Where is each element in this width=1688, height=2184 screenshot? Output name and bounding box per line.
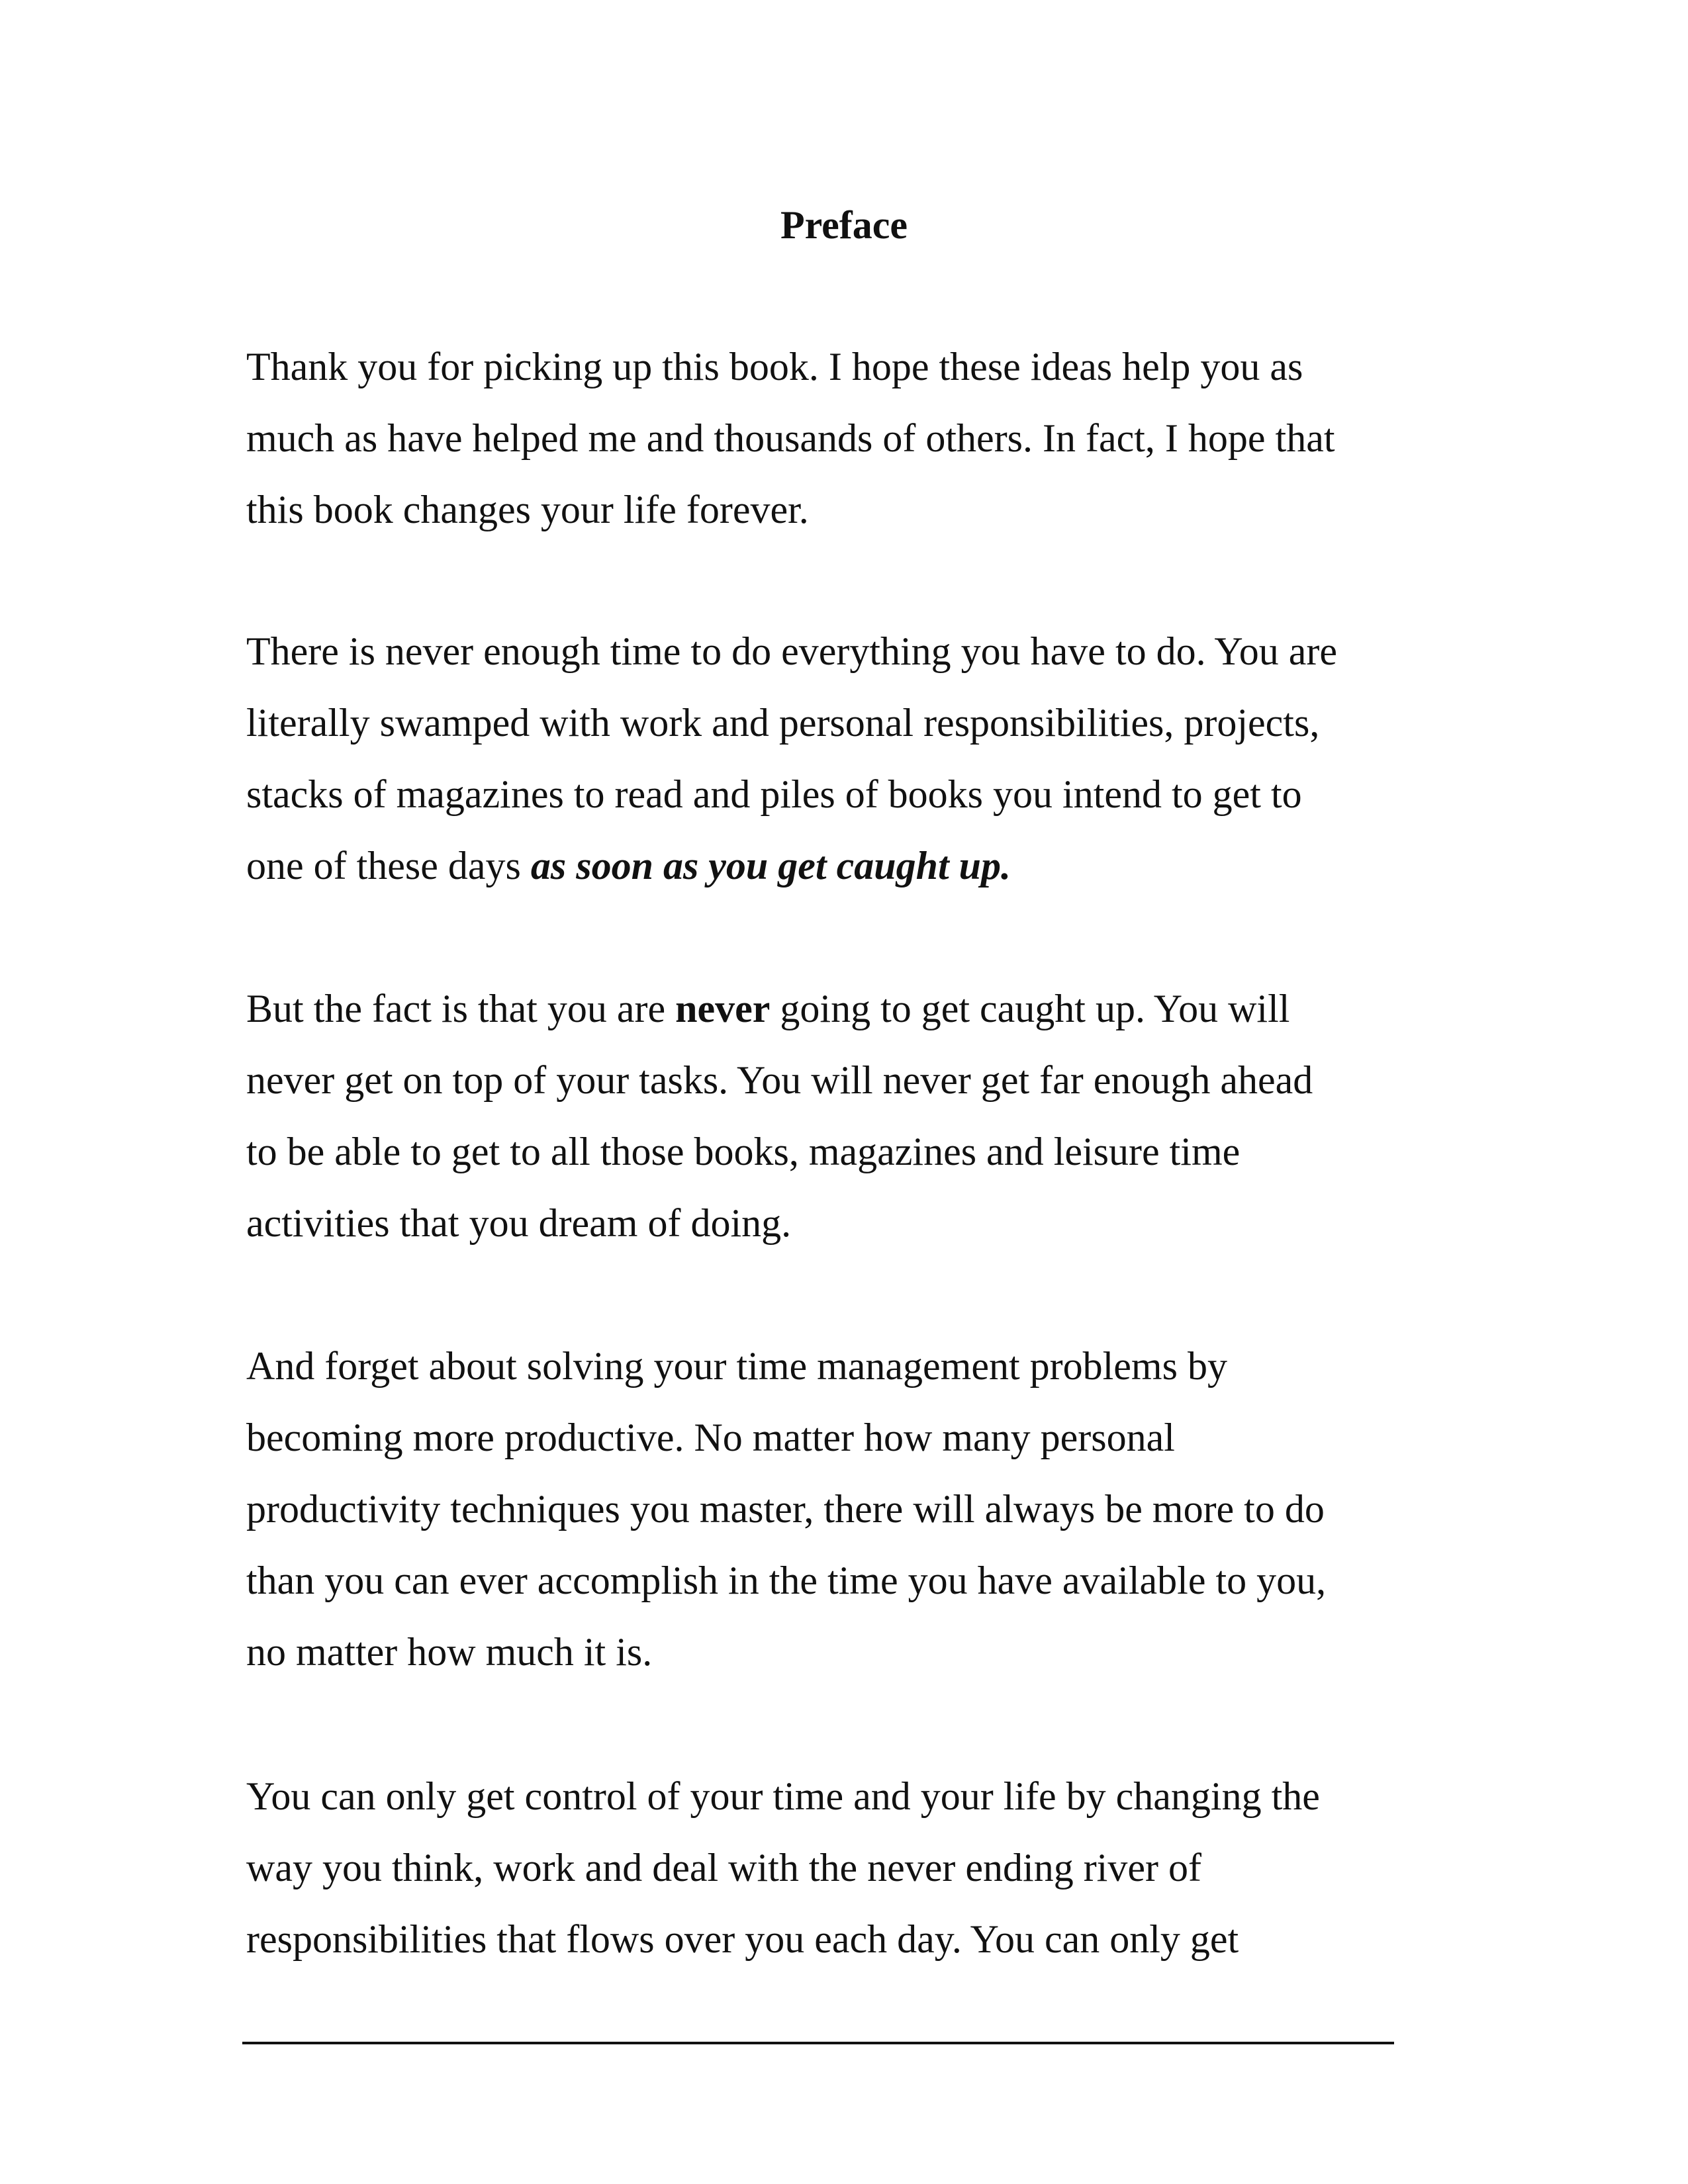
text-line — [246, 973, 1464, 1044]
text-run: one of these days — [246, 844, 531, 887]
footer-divider — [242, 2042, 1394, 2044]
paragraph-2 — [246, 615, 1464, 901]
text-line: much as have helped me and thousands of others. In fact, I hope that — [246, 416, 1335, 460]
text-line: than you can ever accomplish in the time you have available to you, — [246, 1559, 1327, 1602]
text-run: going to get caught up. You will — [770, 987, 1290, 1030]
text-line — [246, 830, 1464, 901]
paragraph-4 — [246, 1330, 1464, 1688]
paragraph-5 — [246, 1760, 1464, 1975]
text-line: becoming more productive. No matter how many personal — [246, 1416, 1175, 1459]
text-line: never get on top of your tasks. You will never get far enough ahead — [246, 1058, 1313, 1102]
text-run: But the fact is that you are — [246, 987, 676, 1030]
text-line: You can only get control of your time and your life by changing the — [246, 1774, 1320, 1818]
text-line: responsibilities that flows over you each day. You can only get — [246, 1917, 1239, 1961]
text-line: way you think, work and deal with the never ending river of — [246, 1846, 1201, 1889]
text-line: no matter how much it is. — [246, 1630, 653, 1674]
text-line: activities that you dream of doing. — [246, 1201, 792, 1245]
bold-text: never — [675, 987, 771, 1030]
emphasis-text: as soon as you get caught up. — [530, 844, 1011, 887]
text-line: productivity techniques you master, there will always be more to do — [246, 1487, 1325, 1531]
text-line: stacks of magazines to read and piles of books you intend to get to — [246, 772, 1302, 816]
page-title: Preface — [780, 203, 908, 247]
text-line: And forget about solving your time management problems by — [246, 1344, 1227, 1388]
text-line: this book changes your life forever. — [246, 488, 809, 531]
text-line: There is never enough time to do everything you have to do. You are — [246, 629, 1337, 673]
text-line: Thank you for picking up this book. I hope these ideas help you as — [246, 345, 1303, 388]
text-line: literally swamped with work and personal responsibilities, projects, — [246, 701, 1320, 745]
paragraph-1 — [246, 331, 1464, 545]
paragraph-3 — [246, 973, 1464, 1259]
text-line: to be able to get to all those books, magazines and leisure time — [246, 1130, 1241, 1173]
